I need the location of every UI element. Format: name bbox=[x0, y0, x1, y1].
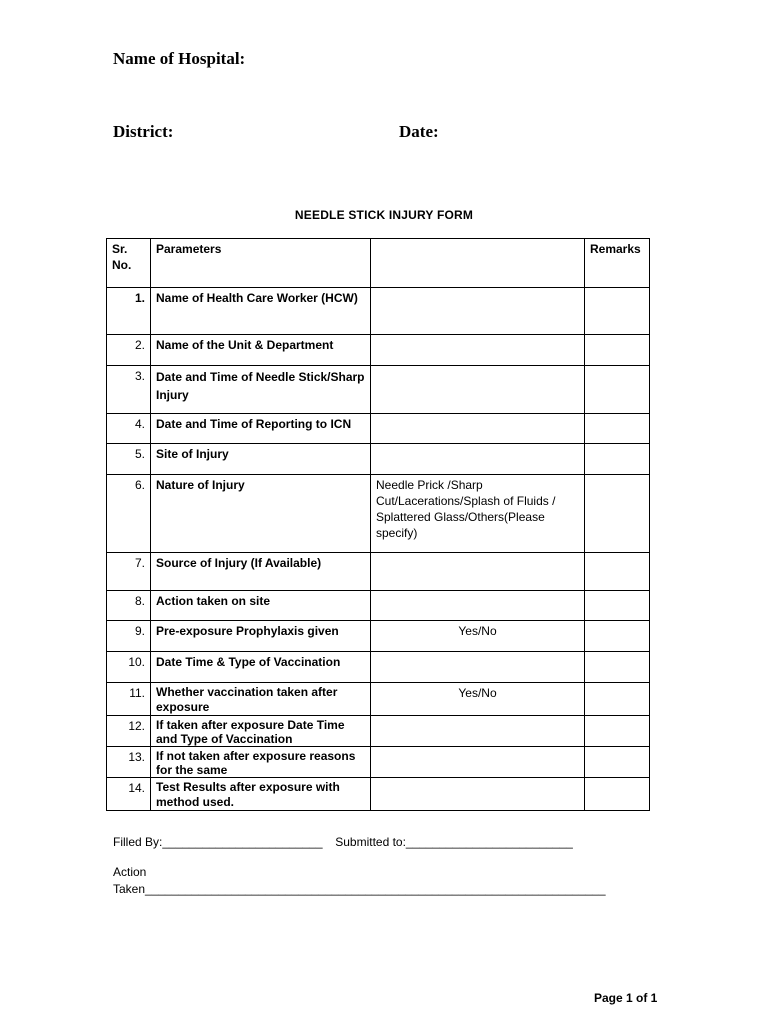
row-value-field[interactable] bbox=[371, 652, 585, 683]
row-value-field[interactable] bbox=[371, 414, 585, 444]
row-sr: 10. bbox=[107, 652, 151, 683]
row-remarks-field[interactable] bbox=[585, 652, 650, 683]
row-sr: 11. bbox=[107, 683, 151, 716]
table-row bbox=[107, 652, 650, 683]
row-remarks-field[interactable] bbox=[585, 475, 650, 553]
signature-line bbox=[113, 835, 573, 849]
row-remarks-field[interactable] bbox=[585, 747, 650, 778]
row-parameter: If not taken after exposure reasons for the same bbox=[151, 747, 371, 778]
row-sr: 12. bbox=[107, 716, 151, 747]
table-row bbox=[107, 553, 650, 591]
form-title: NEEDLE STICK INJURY FORM bbox=[294, 208, 474, 222]
row-sr: 5. bbox=[107, 444, 151, 475]
row-parameter: Action taken on site bbox=[151, 591, 371, 621]
district-label: District: bbox=[113, 122, 174, 141]
row-remarks-field[interactable] bbox=[585, 716, 650, 747]
row-remarks-field[interactable] bbox=[585, 621, 650, 652]
row-parameter: Test Results after exposure with method used. bbox=[151, 778, 371, 811]
row-remarks-field[interactable] bbox=[585, 553, 650, 591]
row-parameter: Date and Time of Reporting to ICN bbox=[151, 414, 371, 444]
row-value-field[interactable] bbox=[371, 591, 585, 621]
action-taken-field[interactable]: Taken_____________________________________________________________________ bbox=[113, 882, 606, 896]
row-value-field[interactable] bbox=[371, 778, 585, 811]
row-remarks-field[interactable] bbox=[585, 778, 650, 811]
action-label: Action bbox=[113, 865, 147, 879]
submitted-to-field[interactable]: Submitted to:_________________________ bbox=[335, 835, 573, 849]
header-sr-no: Sr. No. bbox=[107, 239, 151, 288]
row-remarks-field[interactable] bbox=[585, 591, 650, 621]
row-parameter: Date Time & Type of Vaccination bbox=[151, 652, 371, 683]
row-sr: 6. bbox=[107, 475, 151, 553]
table-row bbox=[107, 621, 650, 652]
header-remarks: Remarks bbox=[585, 239, 650, 288]
row-remarks-field[interactable] bbox=[585, 366, 650, 414]
table-row bbox=[107, 475, 650, 553]
row-remarks-field[interactable] bbox=[585, 683, 650, 716]
row-parameter: If taken after exposure Date Time and Type of Vaccination bbox=[151, 716, 371, 747]
row-value-field[interactable] bbox=[371, 288, 585, 335]
row-sr: 4. bbox=[107, 414, 151, 444]
row-value-field[interactable]: Yes/No bbox=[371, 683, 585, 716]
row-value-field[interactable]: Yes/No bbox=[371, 621, 585, 652]
row-parameter: Site of Injury bbox=[151, 444, 371, 475]
row-sr: 7. bbox=[107, 553, 151, 591]
table-header-row bbox=[107, 239, 650, 288]
row-parameter: Nature of Injury bbox=[151, 475, 371, 553]
row-sr: 1. bbox=[107, 288, 151, 335]
page-number: Page 1 of 1 bbox=[594, 991, 658, 1005]
table-row bbox=[107, 683, 650, 716]
row-parameter: Pre-exposure Prophylaxis given bbox=[151, 621, 371, 652]
row-sr: 2. bbox=[107, 335, 151, 366]
table-row bbox=[107, 366, 650, 414]
row-sr: 8. bbox=[107, 591, 151, 621]
table-row bbox=[107, 778, 650, 811]
row-value-field[interactable] bbox=[371, 553, 585, 591]
row-sr: 13. bbox=[107, 747, 151, 778]
row-remarks-field[interactable] bbox=[585, 335, 650, 366]
row-value-field[interactable] bbox=[371, 716, 585, 747]
date-label: Date: bbox=[399, 122, 439, 141]
row-value-field[interactable]: Needle Prick /Sharp Cut/Lacerations/Splash of Fluids / Splattered Glass/Others(Please specify) bbox=[371, 475, 585, 553]
row-value-field[interactable] bbox=[371, 747, 585, 778]
table-row bbox=[107, 591, 650, 621]
table-row bbox=[107, 288, 650, 335]
header-parameters: Parameters bbox=[151, 239, 371, 288]
row-sr: 14. bbox=[107, 778, 151, 811]
row-parameter: Source of Injury (If Available) bbox=[151, 553, 371, 591]
row-remarks-field[interactable] bbox=[585, 414, 650, 444]
header-value bbox=[371, 239, 585, 288]
row-sr: 9. bbox=[107, 621, 151, 652]
row-parameter: Date and Time of Needle Stick/Sharp Injury bbox=[151, 366, 371, 414]
table-row bbox=[107, 414, 650, 444]
table-row bbox=[107, 747, 650, 778]
row-value-field[interactable] bbox=[371, 444, 585, 475]
filled-by-field[interactable]: Filled By:________________________ bbox=[113, 835, 323, 849]
row-sr: 3. bbox=[107, 366, 151, 414]
row-value-field[interactable] bbox=[371, 335, 585, 366]
row-parameter: Name of the Unit & Department bbox=[151, 335, 371, 366]
row-remarks-field[interactable] bbox=[585, 444, 650, 475]
table-row bbox=[107, 335, 650, 366]
table-row bbox=[107, 444, 650, 475]
row-remarks-field[interactable] bbox=[585, 288, 650, 335]
hospital-name-label: Name of Hospital: bbox=[113, 49, 246, 68]
injury-form-table bbox=[106, 238, 650, 811]
row-parameter: Name of Health Care Worker (HCW) bbox=[151, 288, 371, 335]
table-row bbox=[107, 716, 650, 747]
row-value-field[interactable] bbox=[371, 366, 585, 414]
row-parameter: Whether vaccination taken after exposure bbox=[151, 683, 371, 716]
